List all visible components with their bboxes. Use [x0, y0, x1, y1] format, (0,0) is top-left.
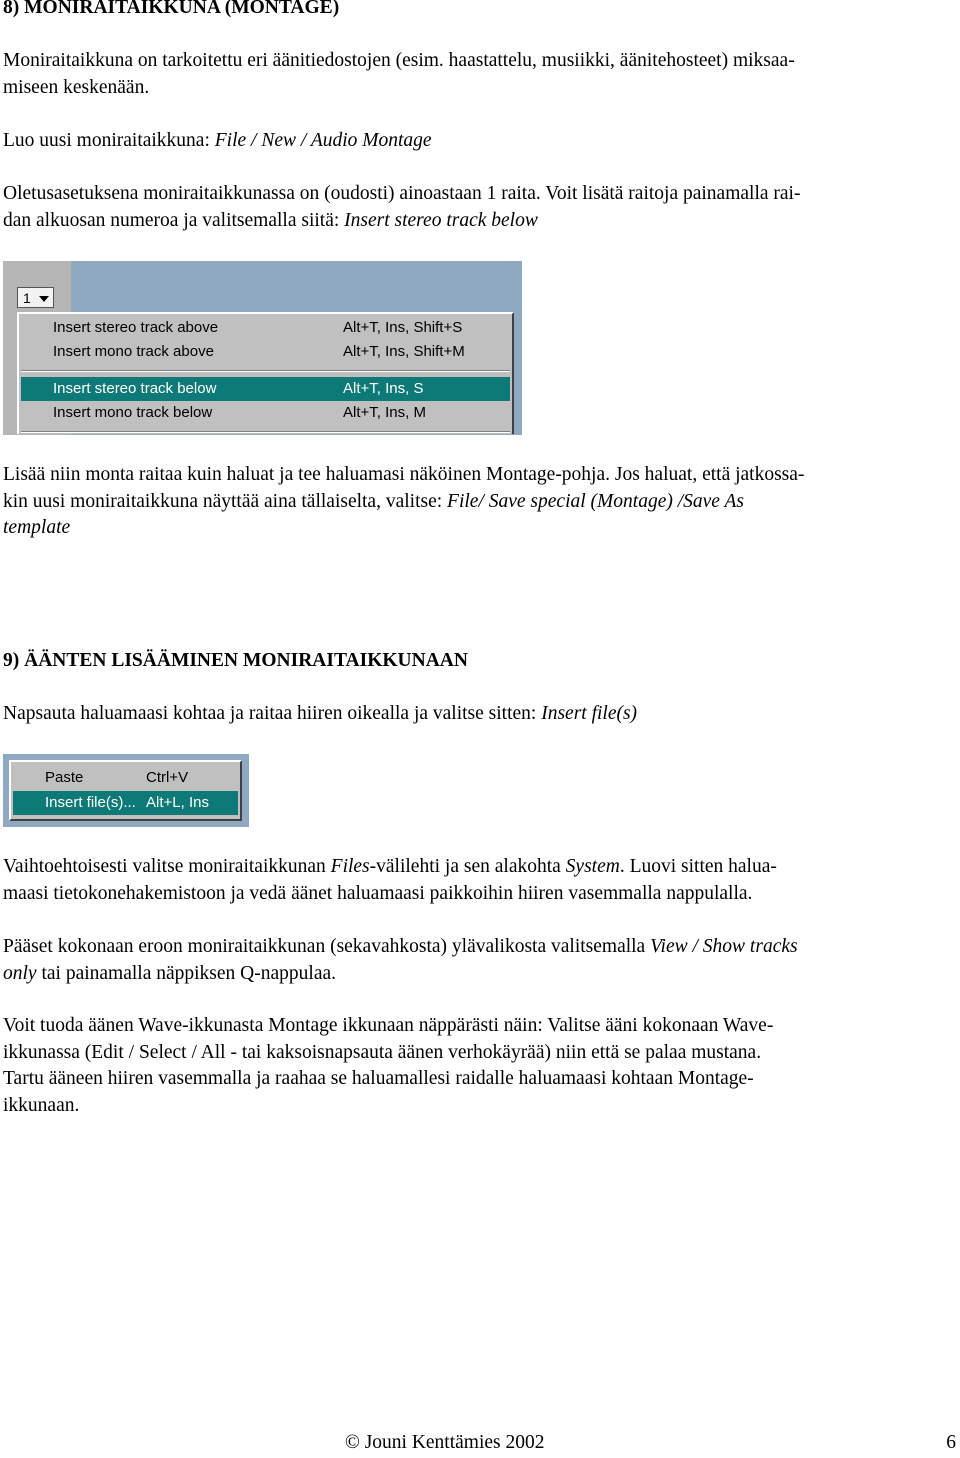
page-number: 6: [946, 1432, 956, 1453]
drag-line-4: ikkunaan.: [3, 1094, 80, 1116]
track-insert-menu: [17, 312, 514, 434]
menu-item-insert-stereo-below[interactable]: [21, 377, 510, 401]
default-tracks-line-2: dan alkuosan numeroa ja valitsemalla siitä:: [3, 209, 345, 231]
track-number: 1: [23, 290, 31, 306]
menu-item-label: Insert mono track below: [53, 404, 213, 421]
insert-file-label: Napsauta haluamaasi kohtaa ja raitaa hiiren oikealla ja valitse sitten:: [3, 703, 542, 724]
save-as-template-path-end: template: [3, 517, 71, 538]
menu-item-insert-mono-below[interactable]: [21, 401, 510, 425]
show-tracks-a: Pääset kokonaan eroon moniraitaikkunan (sekavahkosta) ylävalikosta valitsemalla: [3, 936, 651, 957]
default-tracks-text: [3, 181, 955, 234]
menu-item-shortcut: Alt+T, Ins, M: [343, 404, 426, 421]
files-text-line-2: maasi tietokonehakemistoon ja vedä äänet haluamaasi paikkoihin hiiren vasemmalla nappulalla.: [3, 882, 753, 904]
menu-item-insert-mono-above[interactable]: [21, 340, 510, 364]
template-line-2: kin uusi moniraitaikkuna näyttää aina tällaiselta, valitse:: [3, 490, 448, 512]
menu-item-insert-stereo-above[interactable]: [21, 316, 510, 340]
menu-item-label: Insert file(s)...: [45, 794, 136, 811]
insert-file-ref: Insert file(s): [541, 703, 638, 724]
system-ref: System: [565, 856, 620, 877]
menu-item-label: Insert stereo track below: [53, 380, 217, 397]
menu-item-insert-files[interactable]: [13, 791, 238, 815]
menu-separator: [21, 431, 510, 433]
save-as-template-path: File/ Save special (Montage) /Save As: [447, 490, 744, 512]
show-tracks-ref-end: only: [3, 962, 37, 984]
drag-line-3: Tartu ääneen hiiren vasemmalla ja raahaa se haluamallesi raidalle haluamaasi kohtaan Montage-: [3, 1068, 754, 1089]
files-tab-ref: Files: [330, 856, 370, 877]
menu-item-shortcut: Alt+T, Ins, Shift+S: [343, 319, 463, 336]
intro-line-2: miseen keskenään.: [3, 76, 150, 98]
show-tracks-b: tai painamalla näppiksen Q-nappulaa.: [36, 962, 337, 984]
show-tracks-ref: View / Show tracks: [650, 936, 798, 957]
create-montage-label: Luo uusi moniraitaikkuna:: [3, 130, 215, 151]
menu-item-shortcut: Alt+T, Ins, S: [343, 380, 424, 397]
template-line-1: Lisää niin monta raitaa kuin haluat ja tee haluamasi näköinen Montage-pohja. Jos haluat, että jatkossa-: [3, 464, 805, 485]
section-9-heading: 9) ÄÄNTEN LISÄÄMINEN MONIRAITAIKKUNAAN: [3, 650, 468, 671]
menu-separator: [21, 370, 510, 372]
template-instructions: [3, 462, 955, 542]
menu-item-shortcut: Alt+T, Ins, Shift+M: [343, 343, 465, 360]
section-8-heading: 8) MONIRAITAIKKUNA (MONTAGE): [3, 0, 340, 18]
files-text-a: Vaihtoehtoisesti valitse moniraitaikkunan: [3, 856, 331, 877]
track-menu-screenshot: [3, 261, 522, 435]
drag-from-wave-text: [3, 1013, 955, 1119]
menu-item-label: Paste: [45, 769, 84, 786]
menu-item-label: Insert stereo track above: [53, 319, 219, 336]
drag-line-1: Voit tuoda äänen Wave-ikkunasta Montage ikkunaan näppärästi näin: Valitse ääni kokonaan Wave-: [3, 1015, 774, 1036]
menu-item-shortcut: Alt+L, Ins: [146, 794, 209, 811]
intro-line-1: Moniraitaikkuna on tarkoitettu eri äänitiedostojen (esim. haastattelu, musiikki, äänitehosteet) miksaa-: [3, 50, 795, 71]
drag-line-2: ikkunassa (Edit / Select / All - tai kaksoisnapsauta äänen verhokäyrää) niin että se palaa mustana.: [3, 1041, 762, 1063]
show-tracks-text: [3, 934, 955, 987]
menu-item-paste[interactable]: [13, 766, 238, 790]
menu-item-label: Insert mono track above: [53, 343, 214, 360]
montage-context-menu: [9, 760, 242, 821]
page-footer: [0, 1430, 960, 1458]
insert-stereo-below-ref: Insert stereo track below: [344, 209, 538, 231]
files-text-c: . Luovi sitten halua-: [619, 856, 777, 877]
insert-file-menu-screenshot: [3, 754, 249, 827]
files-text-b: -välilehti ja sen alakohta: [369, 856, 566, 877]
create-montage-path: File / New / Audio Montage: [214, 130, 432, 151]
section-8-intro: [3, 48, 955, 101]
default-tracks-line-1: Oletusasetuksena moniraitaikkunassa on (oudosti) ainoastaan 1 raita. Voit lisätä raitoja painamalla rai-: [3, 183, 801, 204]
track-number-dropdown[interactable]: [17, 287, 54, 308]
chevron-down-icon: [39, 296, 49, 302]
create-montage-text: [3, 128, 955, 155]
files-tab-text: [3, 854, 955, 907]
insert-file-text: [3, 701, 955, 728]
copyright: © Jouni Kenttämies 2002: [345, 1432, 545, 1453]
menu-item-shortcut: Ctrl+V: [146, 769, 189, 786]
